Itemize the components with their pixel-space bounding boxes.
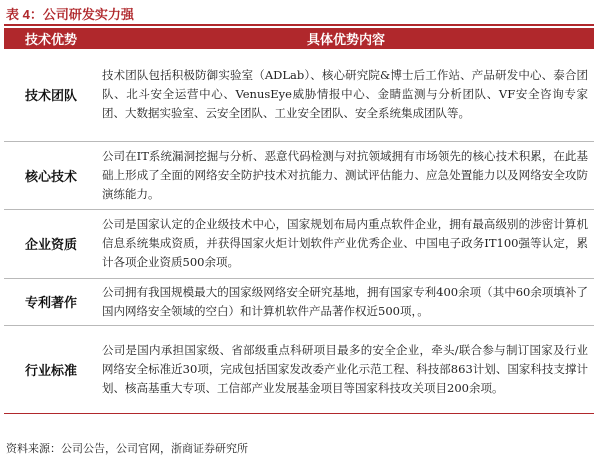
table-title: 表 4：公司研发实力强 bbox=[6, 7, 134, 22]
header-detail: 具体优势内容 bbox=[98, 28, 594, 49]
header-advantage: 技术优势 bbox=[4, 28, 98, 49]
row-content: 技术团队包括积极防御实验室（ADLab）、核心研究院&博士后工作站、产品研发中心、泰合团队、北斗安全运营中心、VenusEye威胁情报中心、金睛监测与分析团队、VF安全咨询专家团、大数据实验室、云安全团队、工业安全团队、安全系统集成团队等。 bbox=[98, 49, 594, 141]
table-row bbox=[4, 49, 594, 141]
row-label: 专利著作 bbox=[4, 278, 98, 325]
title-divider bbox=[4, 24, 594, 26]
table-header-row bbox=[4, 28, 594, 49]
row-content: 公司拥有我国规模最大的国家级网络安全研究基地，拥有国家专利400余项（其中60余项填补了国内网络安全领域的空白）和计算机软件产品著作权近500项，。 bbox=[98, 278, 594, 325]
table-row bbox=[4, 209, 594, 278]
row-label: 核心技术 bbox=[4, 141, 98, 209]
row-content: 公司是国内承担国家级、省部级重点科研项目最多的安全企业，牵头/联合参与制订国家及行业网络安全标准近30项，完成包括国家发改委产业化示范工程、科技部863计划、国家科技支撑计划、核高基重大专项、工信部产业发展基金项目等国家科技攻关项目200余项。 bbox=[98, 325, 594, 413]
table-row bbox=[4, 141, 594, 209]
row-content: 公司是国家认定的企业级技术中心，国家规划布局内重点软件企业，拥有最高级别的涉密计算机信息系统集成资质，并获得国家火炬计划软件产业优秀企业、中国电子政务IT100强等认定，累计各项企业资质500余项。 bbox=[98, 209, 594, 278]
row-content: 公司在IT系统漏洞挖掘与分析、恶意代码检测与对抗领域拥有市场领先的核心技术积累，在此基础上形成了全面的网络安全防护技术对抗能力、测试评估能力、应急处置能力以及网络安全攻防演练能力。 bbox=[98, 141, 594, 209]
row-label: 技术团队 bbox=[4, 49, 98, 141]
row-label: 企业资质 bbox=[4, 209, 98, 278]
row-label: 行业标准 bbox=[4, 325, 98, 413]
advantages-table bbox=[4, 28, 594, 414]
source-note: 资料来源：公司公告，公司官网，浙商证券研究所 bbox=[6, 442, 248, 455]
table-row bbox=[4, 325, 594, 413]
table-row bbox=[4, 278, 594, 325]
